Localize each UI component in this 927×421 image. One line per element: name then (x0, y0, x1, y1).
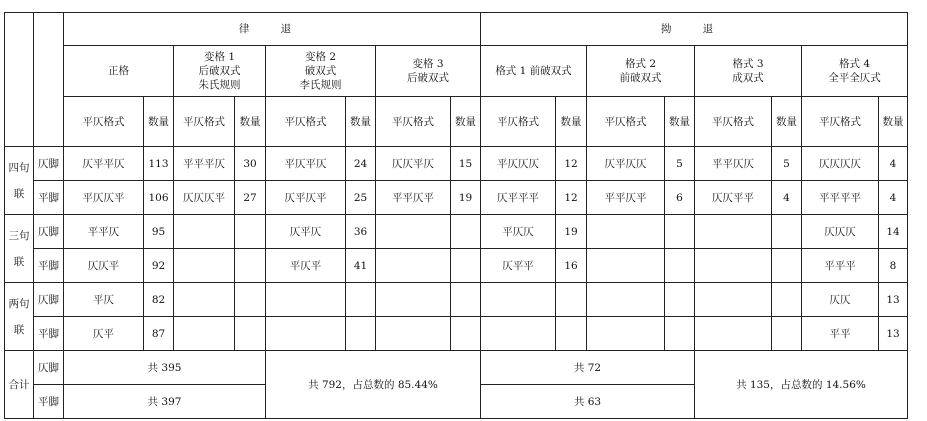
format-header-line: 全平全仄式 (828, 72, 881, 84)
count-column-header: 数量 (556, 97, 587, 147)
count-cell: 6 (665, 181, 695, 215)
count-cell: 106 (144, 181, 174, 215)
pattern-cell: 仄仄 (802, 283, 879, 317)
ao-grand-total: 共 135，占总数的 14.56% (695, 351, 908, 419)
table-row (5, 249, 908, 283)
format-header-line: 后破双式 (407, 72, 449, 84)
count-cell: 5 (665, 147, 695, 181)
count-cell: 8 (879, 249, 908, 283)
count-cell: 36 (346, 215, 376, 249)
foot-type-cell: 平脚 (34, 181, 64, 215)
pattern-column-header: 平仄格式 (266, 97, 346, 147)
count-cell (665, 249, 695, 283)
format-header-cell (174, 46, 266, 97)
count-cell (772, 249, 802, 283)
count-cell (451, 215, 481, 249)
count-cell: 5 (772, 147, 802, 181)
count-cell: 12 (556, 181, 587, 215)
count-cell (346, 283, 376, 317)
format-header-cell (64, 46, 174, 97)
pattern-cell: 仄平平仄 (64, 147, 144, 181)
count-cell: 82 (144, 283, 174, 317)
format-header-cell (802, 46, 908, 97)
foot-type-cell: 平脚 (34, 317, 64, 351)
pattern-cell: 仄仄平仄 (376, 147, 451, 181)
count-column-header: 数量 (144, 97, 174, 147)
pattern-cell: 平平仄平 (587, 181, 665, 215)
table-row (5, 147, 908, 181)
row-group-label-top: 两句 (8, 297, 30, 310)
pattern-cell: 平平平平 (802, 181, 879, 215)
totals-label: 合计 (5, 351, 34, 419)
count-cell (346, 317, 376, 351)
pattern-cell (695, 317, 772, 351)
count-column-header: 数量 (772, 97, 802, 147)
pattern-cell: 平平仄平 (376, 181, 451, 215)
ao-ze-total: 共 72 (481, 351, 695, 385)
count-cell (235, 317, 266, 351)
count-cell: 25 (346, 181, 376, 215)
count-cell: 4 (879, 181, 908, 215)
format-header-cell (695, 46, 802, 97)
lu-grand-total: 共 792，占总数的 85.44% (266, 351, 481, 419)
count-cell (665, 215, 695, 249)
count-cell (235, 249, 266, 283)
pattern-cell (174, 283, 235, 317)
pattern-cell (587, 283, 665, 317)
count-cell (556, 283, 587, 317)
format-header-cell (376, 46, 481, 97)
row-group-label-top: 四句 (8, 161, 30, 174)
format-header-cell (266, 46, 376, 97)
tonal-pattern-statistics-table (4, 12, 908, 419)
pattern-column-header: 平仄格式 (174, 97, 235, 147)
count-cell: 13 (879, 283, 908, 317)
pattern-cell: 仄仄平 (64, 249, 144, 283)
pattern-cell (695, 249, 772, 283)
pattern-cell (481, 317, 556, 351)
pattern-cell: 平平仄仄 (695, 147, 772, 181)
pattern-cell: 平平 (802, 317, 879, 351)
pattern-cell (376, 249, 451, 283)
count-cell: 12 (556, 147, 587, 181)
pattern-cell: 仄仄仄 (802, 215, 879, 249)
count-cell: 15 (451, 147, 481, 181)
pattern-cell (266, 317, 346, 351)
count-cell (451, 249, 481, 283)
row-group-label (5, 147, 34, 215)
count-cell: 92 (144, 249, 174, 283)
format-header-line: 李氏规则 (299, 79, 342, 91)
row-group-label-bottom: 联 (13, 187, 25, 200)
totals-row (5, 351, 908, 385)
count-cell (451, 283, 481, 317)
pattern-column-header: 平仄格式 (481, 97, 556, 147)
pattern-column-header: 平仄格式 (587, 97, 665, 147)
ao-ping-total: 共 63 (481, 385, 695, 419)
row-group-label (5, 215, 34, 283)
pattern-cell: 仄仄平平 (695, 181, 772, 215)
pattern-cell: 仄仄仄仄 (802, 147, 879, 181)
count-cell: 41 (346, 249, 376, 283)
count-column-header: 数量 (346, 97, 376, 147)
pattern-cell (587, 317, 665, 351)
foot-type-cell: 仄脚 (34, 215, 64, 249)
row-group-label-top: 三句 (8, 229, 30, 242)
pattern-cell (695, 283, 772, 317)
count-cell: 19 (556, 215, 587, 249)
count-cell (772, 283, 802, 317)
pattern-cell (174, 317, 235, 351)
format-header-line: 正格 (108, 65, 129, 77)
pattern-cell (587, 215, 665, 249)
pattern-cell: 平平平仄 (174, 147, 235, 181)
row-group-label-bottom: 联 (13, 255, 25, 268)
pattern-cell: 仄平仄平 (266, 181, 346, 215)
count-cell: 16 (556, 249, 587, 283)
pattern-cell (695, 215, 772, 249)
pattern-column-header: 平仄格式 (64, 97, 144, 147)
pattern-column-header: 平仄格式 (802, 97, 879, 147)
table-row (5, 283, 908, 317)
count-column-header: 数量 (879, 97, 908, 147)
count-cell: 95 (144, 215, 174, 249)
count-cell (235, 215, 266, 249)
count-column-header: 数量 (665, 97, 695, 147)
corner-cell (34, 13, 64, 147)
totals-foot-ping: 平脚 (34, 385, 64, 419)
pattern-cell: 仄平仄仄 (587, 147, 665, 181)
pattern-cell (587, 249, 665, 283)
count-cell: 4 (879, 147, 908, 181)
count-cell (235, 283, 266, 317)
pattern-cell: 仄平仄 (266, 215, 346, 249)
format-header-line: 格式 1 前破双式 (495, 65, 572, 77)
count-cell (665, 283, 695, 317)
pattern-cell: 平仄 (64, 283, 144, 317)
count-cell (556, 317, 587, 351)
row-group-label-bottom: 联 (13, 323, 25, 336)
lu-tui-header: 律 退 (64, 13, 481, 46)
format-header-line: 格式 3 (732, 58, 764, 70)
pattern-cell: 平平平 (802, 249, 879, 283)
pattern-cell: 平仄仄平 (64, 181, 144, 215)
count-cell (772, 215, 802, 249)
pattern-cell: 平仄仄 (481, 215, 556, 249)
format-header-line: 格式 2 (624, 58, 657, 70)
top-header-row (5, 13, 908, 46)
count-cell (451, 317, 481, 351)
format-header-line: 破双式 (304, 65, 337, 77)
pattern-cell: 平仄平仄 (266, 147, 346, 181)
count-cell: 30 (235, 147, 266, 181)
table-row (5, 181, 908, 215)
count-cell (665, 317, 695, 351)
pattern-cell (481, 283, 556, 317)
foot-type-cell: 平脚 (34, 249, 64, 283)
count-cell: 14 (879, 215, 908, 249)
format-header-row (5, 46, 908, 97)
statistics-table-container (4, 12, 908, 419)
format-header-line: 后破双式 (198, 65, 241, 77)
format-header-line: 前破双式 (619, 72, 662, 84)
pattern-cell: 仄平平 (481, 249, 556, 283)
format-header-line: 朱氏规则 (198, 79, 241, 91)
table-row (5, 317, 908, 351)
pattern-cell (376, 317, 451, 351)
totals-foot-ze: 仄脚 (34, 351, 64, 385)
pattern-cell (174, 249, 235, 283)
count-column-header: 数量 (235, 97, 266, 147)
format-header-line: 成双式 (732, 72, 764, 84)
pattern-cell: 平仄仄仄 (481, 147, 556, 181)
row-group-label (5, 283, 34, 351)
pattern-cell (376, 283, 451, 317)
format-header-cell (587, 46, 695, 97)
pattern-cell: 仄仄仄平 (174, 181, 235, 215)
format-header-line: 变格 1 (203, 51, 236, 63)
pattern-cell: 平仄平 (266, 249, 346, 283)
format-header-line: 变格 3 (412, 58, 444, 70)
foot-type-cell: 仄脚 (34, 147, 64, 181)
subheader-row (5, 97, 908, 147)
format-header-line: 格式 4 (838, 58, 871, 70)
pattern-cell: 仄平 (64, 317, 144, 351)
pattern-cell (376, 215, 451, 249)
pattern-cell: 仄平平平 (481, 181, 556, 215)
format-header-cell (481, 46, 587, 97)
count-cell: 87 (144, 317, 174, 351)
table-row (5, 215, 908, 249)
count-cell: 4 (772, 181, 802, 215)
count-cell: 27 (235, 181, 266, 215)
count-cell: 113 (144, 147, 174, 181)
lu-ping-total: 共 397 (64, 385, 266, 419)
format-header-line: 变格 2 (304, 51, 337, 63)
pattern-cell: 平平仄 (64, 215, 144, 249)
count-cell: 24 (346, 147, 376, 181)
pattern-cell (266, 283, 346, 317)
foot-type-cell: 仄脚 (34, 283, 64, 317)
pattern-column-header: 平仄格式 (695, 97, 772, 147)
pattern-cell (174, 215, 235, 249)
count-column-header: 数量 (451, 97, 481, 147)
count-cell: 19 (451, 181, 481, 215)
pattern-column-header: 平仄格式 (376, 97, 451, 147)
corner-cell (5, 13, 34, 147)
count-cell: 13 (879, 317, 908, 351)
ao-tui-header: 拗 退 (481, 13, 908, 46)
count-cell (772, 317, 802, 351)
lu-ze-total: 共 395 (64, 351, 266, 385)
